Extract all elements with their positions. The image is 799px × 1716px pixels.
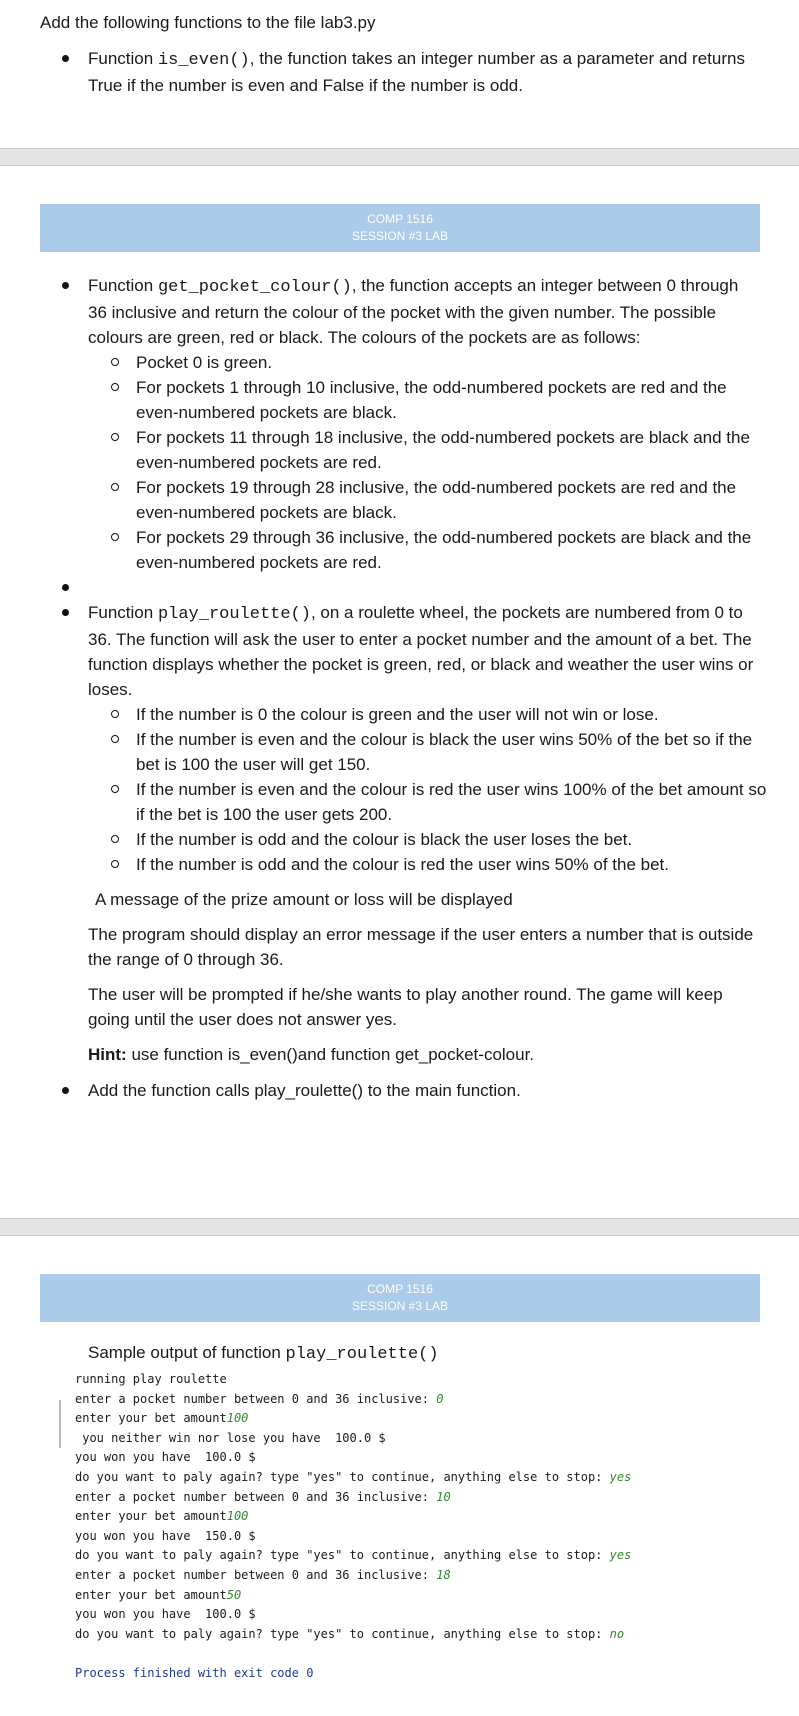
- rule-item: If the number is even and the colour is black the user wins 50% of the bet so if the bet is 100 the user will get 150.: [0, 727, 799, 777]
- rule-item: For pockets 19 through 28 inclusive, the odd-numbered pockets are red and the even-numbered pockets are black.: [0, 475, 799, 525]
- bullet-icon: [62, 609, 69, 616]
- intro-line: Add the following functions to the file lab3.py: [40, 13, 376, 32]
- console-text: enter a pocket number between 0 and 36 inclusive:: [75, 1567, 437, 1582]
- console-line: [59, 1390, 759, 1410]
- rule-item: Pocket 0 is green.: [0, 350, 799, 375]
- console-text: enter your bet amount: [75, 1509, 227, 1524]
- console-output: [59, 1370, 759, 1684]
- console-line: [59, 1644, 759, 1664]
- console-line: [59, 1605, 759, 1625]
- session-label: SESSION #3 LAB: [351, 229, 449, 243]
- console-line: [59, 1546, 759, 1566]
- pocket-colour-code: get_pocket_colour(): [157, 278, 352, 297]
- is-even-code: is_even(): [157, 51, 250, 70]
- circle-bullet-icon: [111, 710, 119, 718]
- console-line: [59, 1370, 759, 1390]
- rule-item: For pockets 1 through 10 inclusive, the odd-numbered pockets are red and the even-numbered pockets are black.: [0, 375, 799, 425]
- user-input: 0: [436, 1391, 444, 1406]
- main-call-item: Add the function calls play_roulette() to the main function.: [0, 1078, 799, 1103]
- rule-item: If the number is even and the colour is red the user wins 100% of the bet amount so if the bet is 100 the user gets 200.: [0, 777, 799, 827]
- sample-title-code: play_roulette(): [285, 1345, 439, 1364]
- prize-message: A message of the prize amount or loss will be displayed: [95, 890, 513, 909]
- console-line: [59, 1507, 759, 1527]
- page-header-banner: [40, 1274, 760, 1322]
- console-text: you won you have 100.0 $: [75, 1607, 256, 1622]
- course-code: COMP 1516: [367, 1282, 433, 1296]
- course-code: COMP 1516: [367, 212, 433, 226]
- console-text: enter a pocket number between 0 and 36 inclusive:: [75, 1391, 437, 1406]
- console-line: [59, 1586, 759, 1606]
- rule-item: For pockets 29 through 36 inclusive, the odd-numbered pockets are black and the even-numbered pockets are red.: [0, 525, 799, 575]
- console-line: [59, 1409, 759, 1429]
- is-even-item: Function is_even(), the function takes an integer number as a parameter and returns True if the number is even and False if the number is odd.: [0, 46, 799, 98]
- pocket-colour-item: Function get_pocket_colour(), the function accepts an integer between 0 through 36 inclusive and return the colour of the pocket with the given number. The possible colours are green, red or black. The colours of the pockets are as follows:: [0, 273, 799, 350]
- circle-bullet-icon: [111, 433, 119, 441]
- circle-bullet-icon: [111, 483, 119, 491]
- circle-bullet-icon: [111, 860, 119, 868]
- console-line: [59, 1488, 759, 1508]
- page-header-banner: [40, 204, 760, 252]
- console-text: enter your bet amount: [75, 1587, 227, 1602]
- console-line: [59, 1429, 759, 1449]
- user-input: 10: [436, 1489, 451, 1504]
- user-input: yes: [609, 1548, 632, 1563]
- bullet-icon: [62, 584, 69, 591]
- rule-item: If the number is odd and the colour is red the user wins 50% of the bet.: [0, 852, 799, 877]
- bullet-icon: [62, 55, 69, 62]
- console-line: [59, 1625, 759, 1645]
- page-separator: [0, 1218, 799, 1236]
- circle-bullet-icon: [111, 358, 119, 366]
- console-text: enter your bet amount: [75, 1411, 227, 1426]
- console-text: enter a pocket number between 0 and 36 inclusive:: [75, 1489, 437, 1504]
- sample-title: Sample output of function play_roulette(): [88, 1343, 439, 1364]
- error-message: The program should display an error message if the user enters a number that is outside the range of 0 through 36.: [88, 925, 754, 969]
- rule-item: For pockets 11 through 18 inclusive, the odd-numbered pockets are black and the even-numbered pockets are red.: [0, 425, 799, 475]
- user-input: 50: [226, 1587, 242, 1602]
- console-text: you won you have 150.0 $: [75, 1528, 256, 1543]
- circle-bullet-icon: [111, 383, 119, 391]
- empty-bullet-item: [0, 575, 799, 600]
- user-input: yes: [609, 1469, 632, 1484]
- user-input: 100: [226, 1509, 249, 1524]
- pocket-colour-section: [0, 273, 799, 1103]
- circle-bullet-icon: [111, 533, 119, 541]
- page-1: [0, 0, 799, 148]
- hint: Hint: use function is_even()and function get_pocket-colour.: [88, 1045, 535, 1064]
- user-input: no: [609, 1626, 625, 1641]
- console-text: you neither win nor lose you have 100.0 $: [75, 1430, 386, 1445]
- circle-bullet-icon: [111, 835, 119, 843]
- rule-item: If the number is 0 the colour is green and the user will not win or lose.: [0, 702, 799, 727]
- console-text: you won you have 100.0 $: [75, 1450, 256, 1465]
- console-text: do you want to paly again? type "yes" to continue, anything else to stop:: [75, 1469, 610, 1484]
- circle-bullet-icon: [111, 785, 119, 793]
- console-line: [59, 1566, 759, 1586]
- bullet-icon: [62, 282, 69, 289]
- user-input: 18: [436, 1567, 451, 1582]
- console-gutter: [59, 1400, 61, 1448]
- console-line: [59, 1468, 759, 1488]
- console-text: do you want to paly again? type "yes" to continue, anything else to stop:: [75, 1626, 610, 1641]
- console-line: [59, 1448, 759, 1468]
- circle-bullet-icon: [111, 735, 119, 743]
- user-input: 100: [226, 1411, 249, 1426]
- prompt-message: The user will be prompted if he/she wants to play another round. The game will keep going until the user does not answer yes.: [88, 985, 723, 1029]
- exit-message: Process finished with exit code 0: [75, 1665, 314, 1680]
- bullet-icon: [62, 1087, 69, 1094]
- roulette-code: play_roulette(): [157, 605, 311, 624]
- page-separator: [0, 148, 799, 166]
- rule-item: If the number is odd and the colour is black the user loses the bet.: [0, 827, 799, 852]
- console-line: [59, 1527, 759, 1547]
- roulette-item: Function play_roulette(), on a roulette wheel, the pockets are numbered from 0 to 36. The function will ask the user to enter a pocket number and the amount of a bet. The function displays whether the pocket is green, red, or black and weather the user wins or loses.: [0, 600, 799, 702]
- session-label: SESSION #3 LAB: [351, 1299, 449, 1313]
- console-text: running play roulette: [75, 1372, 227, 1386]
- console-text: do you want to paly again? type "yes" to continue, anything else to stop:: [75, 1548, 610, 1563]
